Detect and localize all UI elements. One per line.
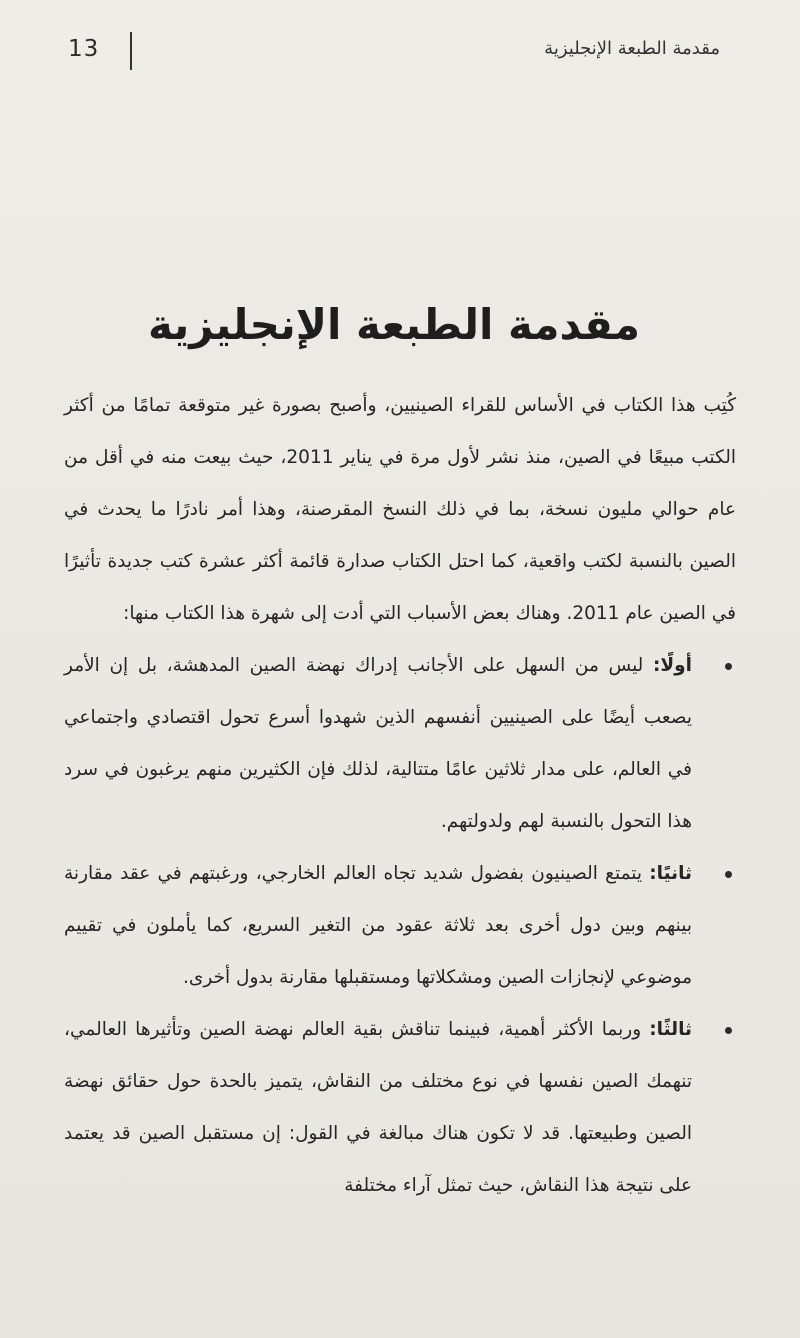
list-item-lead: ثانيًا: bbox=[649, 863, 692, 884]
header-divider bbox=[130, 32, 132, 70]
reasons-list bbox=[64, 640, 736, 1212]
bullet-icon bbox=[725, 1027, 732, 1034]
list-item-text: وربما الأكثر أهمية، فبينما تناقش بقية العالم نهضة الصين وتأثيرها العالمي، تنهمك الصين نفسها في نوع مختلف من النقاش، يتميز بالحدة حول حقائق نهضة الصين وطبيعتها. قد لا تكون هناك مبالغة في القول: إن مستقبل الصين قد يعتمد على نتيجة هذا النقاش، حيث تمثل آراء مختلفة bbox=[64, 1019, 692, 1196]
body-text bbox=[64, 380, 736, 1212]
list-item bbox=[64, 640, 736, 848]
list-item-text: ليس من السهل على الأجانب إدراك نهضة الصين المدهشة، بل إن الأمر يصعب أيضًا على الصينيين أنفسهم الذين شهدوا أسرع تحول اقتصادي واجتماعي في العالم، على مدار ثلاثين عامًا متتالية، لذلك فإن الكثيرين منهم يرغبون في سرد هذا التحول بالنسبة لهم ولدولتهم. bbox=[64, 655, 692, 832]
page-header bbox=[60, 30, 740, 74]
intro-paragraph: كُتِب هذا الكتاب في الأساس للقراء الصينيين، وأصبح بصورة غير متوقعة تمامًا من أكثر الكتب مبيعًا في الصين، منذ نشر لأول مرة في يناير 2011، حيث بيعت منه في أقل من عام حوالي مليون نسخة، بما في ذلك النسخ المقرصنة، وهذا أمر نادرًا ما يحدث في الصين بالنسبة لكتب واقعية، كما احتل الكتاب صدارة قائمة أكثر عشرة كتب جديدة تأثيرًا في الصين عام 2011. وهناك بعض الأسباب التي أدت إلى شهرة هذا الكتاب منها: bbox=[64, 395, 736, 624]
list-item-lead: ثالثًا: bbox=[649, 1019, 692, 1040]
list-item-lead: أولًا: bbox=[652, 655, 692, 676]
bullet-icon bbox=[725, 871, 732, 878]
chapter-title: مقدمة الطبعة الإنجليزية bbox=[148, 300, 640, 349]
bullet-icon bbox=[725, 663, 732, 670]
running-title: مقدمة الطبعة الإنجليزية bbox=[544, 38, 720, 59]
list-item bbox=[64, 1004, 736, 1212]
list-item-text: يتمتع الصينيون بفضول شديد تجاه العالم الخارجي، ورغبتهم في عقد مقارنة بينهم وبين دول أخرى بعد ثلاثة عقود من التغير السريع، كما يأملون في تقييم موضوعي لإنجازات الصين ومشكلاتها ومستقبلها مقارنة بدول أخرى. bbox=[64, 863, 692, 988]
page-number: 13 bbox=[68, 36, 100, 62]
list-item bbox=[64, 848, 736, 1004]
